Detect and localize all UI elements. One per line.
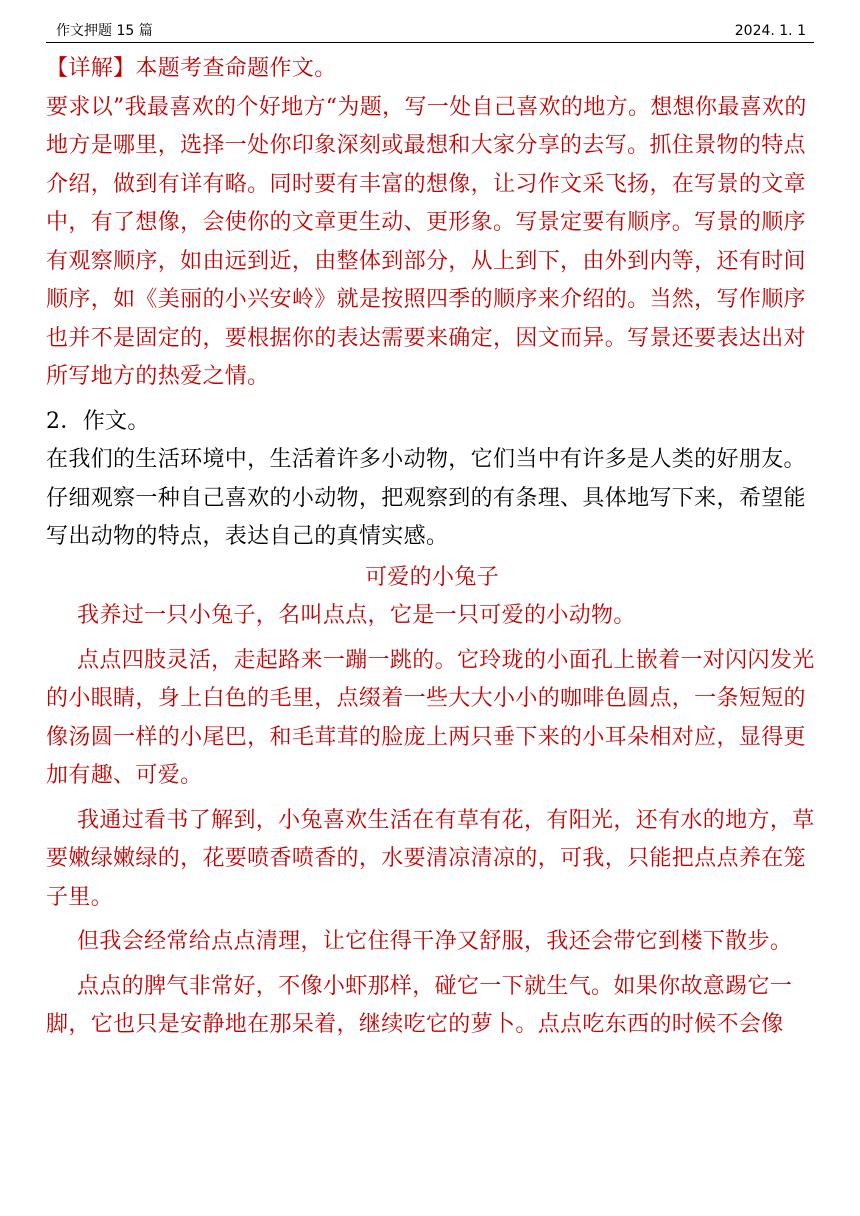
essay-paragraph: 点点的脾气非常好，不像小虾那样，碰它一下就生气。如果你故意踢它一脚，它也只是安静地在那呆着，继续吃它的萝卜。点点吃东西的时候不会像 (46, 973, 793, 1037)
header-date: 2024. 1. 1 (734, 23, 806, 39)
question-number-title: 2．作文。 (46, 408, 150, 434)
page-header (46, 22, 814, 43)
question-prompt: 在我们的生活环境中，生活着许多小动物，它们当中有许多是人类的好朋友。仔细观察一种自己喜欢的小动物，把观察到的有条理、具体地写下来，希望能写出动物的特点，表达自己的真情实感。 (46, 447, 806, 549)
header-title: 作文押题 15 篇 (56, 23, 153, 39)
explanation-body: 要求以”我最喜欢的个好地方“为题，写一处自己喜欢的地方。想想你最喜欢的地方是哪里，选择一处你印象深刻或最想和大家分享的去写。抓住景物的特点介绍，做到有详有略。同时要有丰富的想像，让习作文采飞扬，在写景的文章中，有了想像，会使你的文章更生动、更形象。写景定要有顺序。写景的顺序有观察顺序，如由远到近，由整体到部分，从上到下，由外到内等，还有时间顺序，如《美丽的小兴安岭》就是按照四季的顺序来介绍的。当然，写作顺序也并不是固定的，要根据你的表达需要来确定，因文而异。写景还要表达出对所写地方的热爱之情。 (46, 94, 807, 389)
essay-paragraph: 点点四肢灵活，走起路来一蹦一跳的。它玲珑的小面孔上嵌着一对闪闪发光的小眼睛，身上白色的毛里，点缀着一些大大小小的咖啡色圆点，一条短短的像汤圆一样的小尾巴，和毛茸茸的脸庞上两只垂下来的小耳朵相对应，显得更加有趣、可爱。 (46, 647, 815, 788)
essay-paragraph: 我通过看书了解到，小兔喜欢生活在有草有花，有阳光，还有水的地方，草要嫩绿嫩绿的，花要喷香喷香的，水要清凉清凉的，可我，只能把点点养在笼子里。 (46, 807, 815, 910)
document-body (46, 50, 818, 1045)
explanation-heading: 【详解】本题考查命题作文。 (46, 56, 337, 81)
essay-title: 可爱的小兔子 (364, 564, 500, 590)
essay-paragraph: 但我会经常给点点清理，让它住得干净又舒服，我还会带它到楼下散步。 (77, 929, 793, 954)
essay-paragraph: 我养过一只小兔子，名叫点点，它是一只可爱的小动物。 (77, 603, 636, 628)
